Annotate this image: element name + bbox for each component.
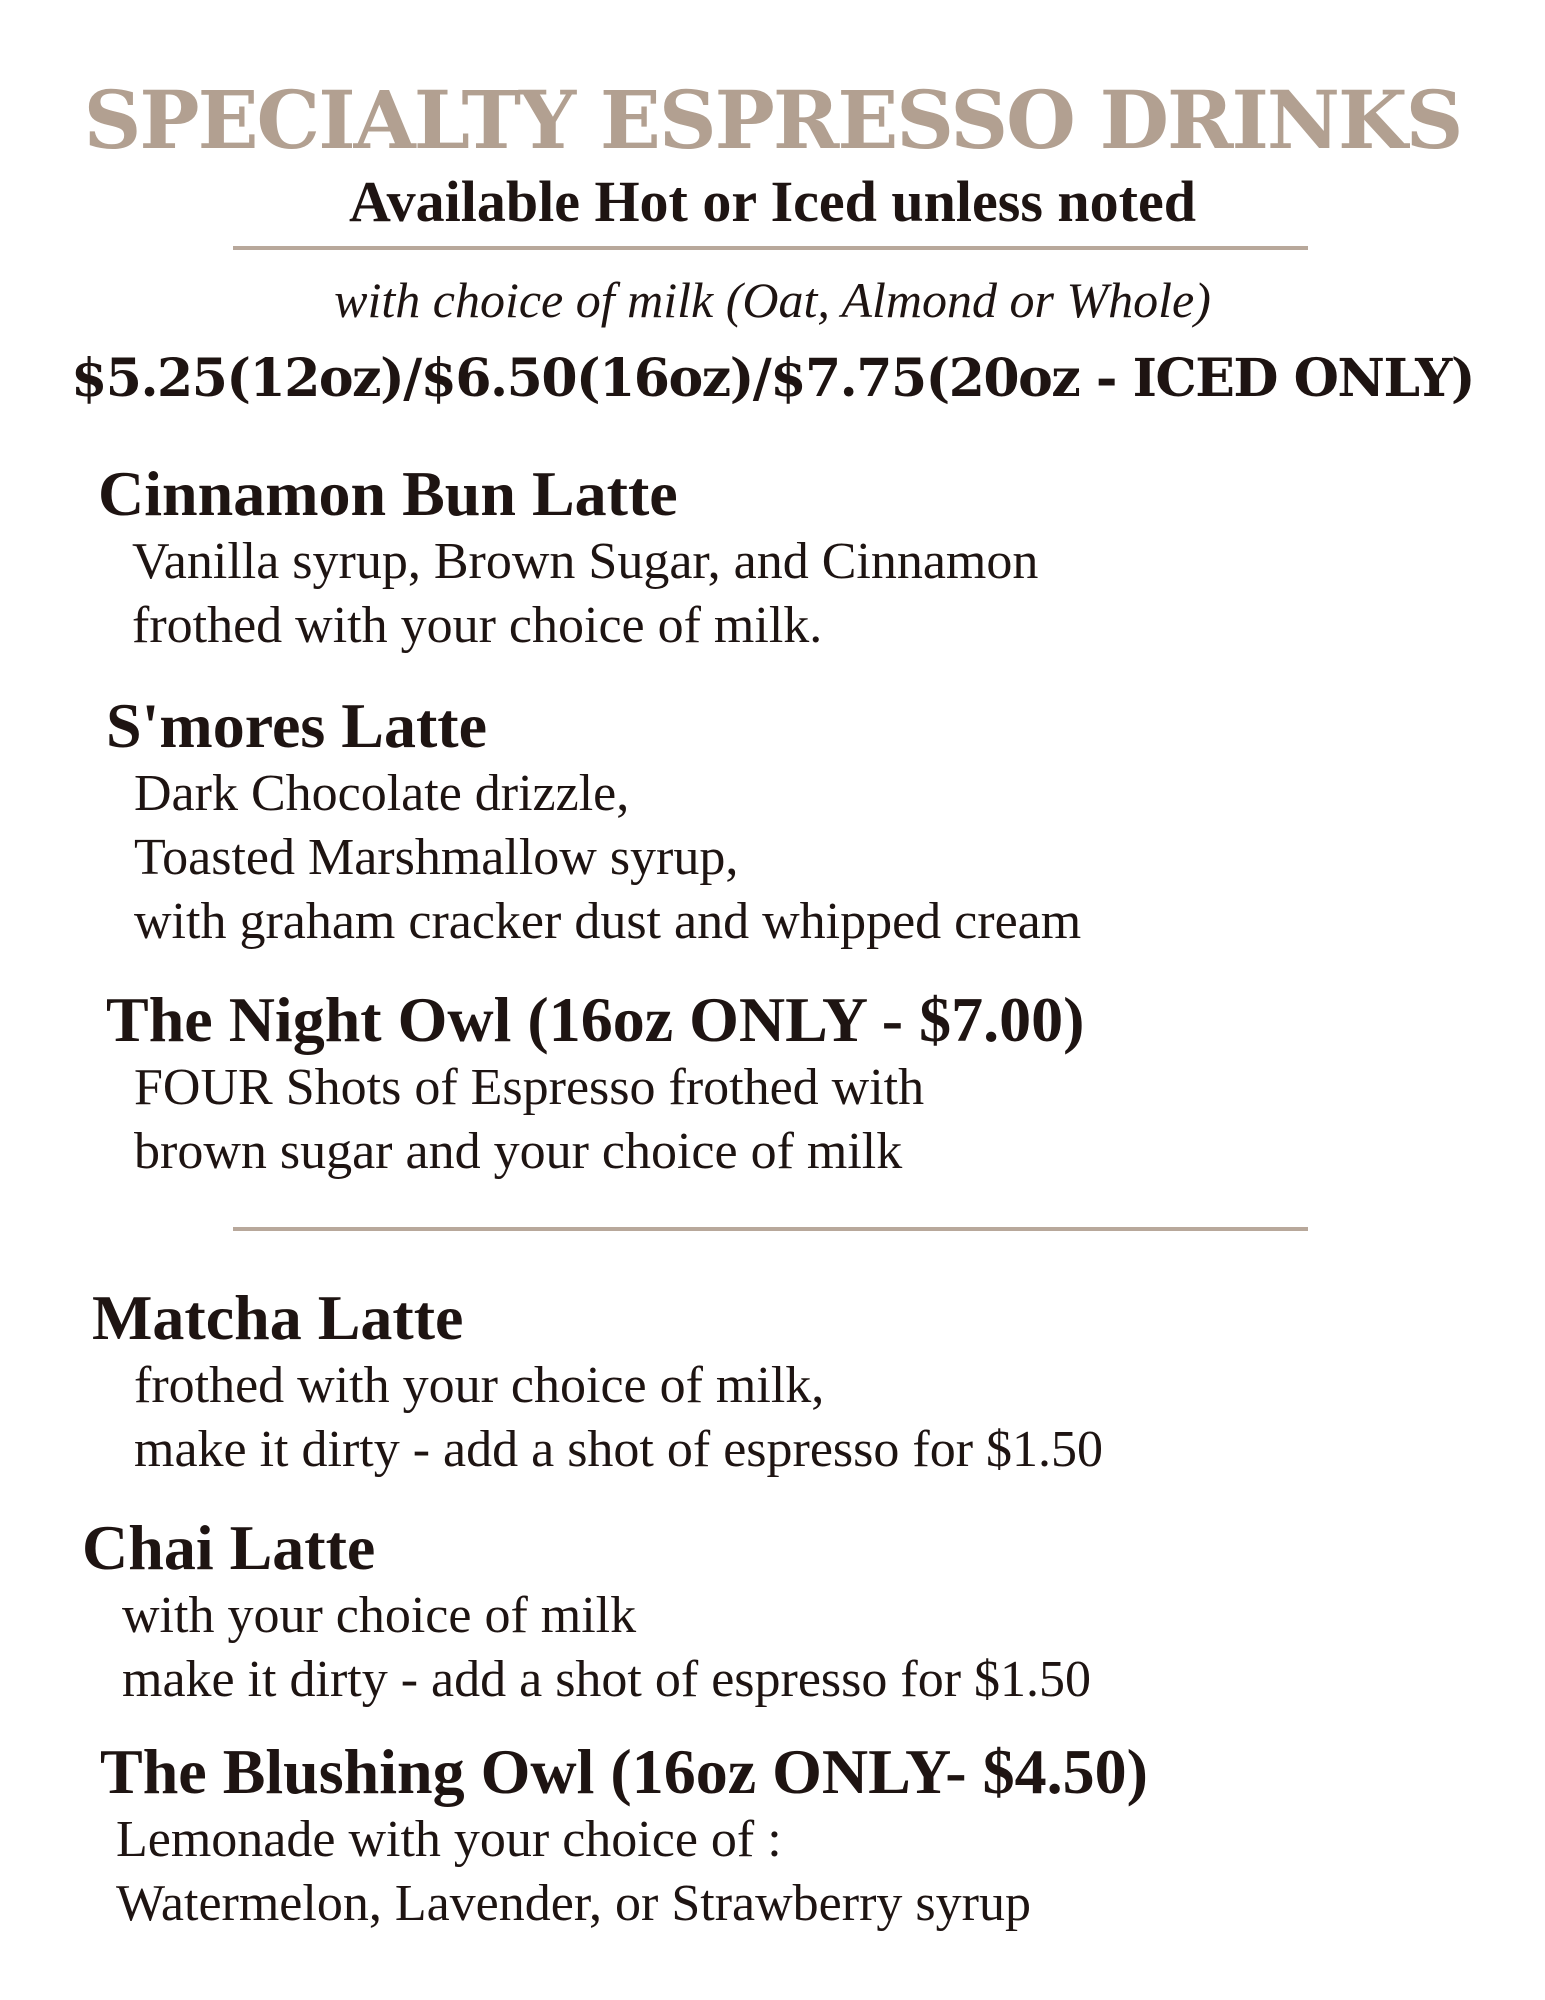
menu-subtitle: Available Hot or Iced unless noted (349, 169, 1196, 234)
description-line: Vanilla syrup, Brown Sugar, and Cinnamon (132, 533, 1039, 590)
menu-item-cinnamon-bun-latte (98, 458, 1038, 658)
menu-item-the-blushing-owl (100, 1736, 1148, 1936)
item-description (134, 1056, 1084, 1184)
description-line: Watermelon, Lavender, or Strawberry syrup (116, 1875, 1031, 1932)
description-line: Toasted Marshmallow syrup, (134, 829, 739, 886)
description-line: with your choice of milk (122, 1587, 637, 1644)
item-name: Matcha Latte (92, 1282, 464, 1353)
description-line: frothed with your choice of milk. (132, 597, 823, 654)
milk-choice-note: with choice of milk (Oat, Almond or Whole) (334, 272, 1211, 328)
item-description (116, 1808, 1148, 1936)
divider-top (233, 246, 1308, 250)
item-name: Cinnamon Bun Latte (98, 458, 678, 529)
menu-title: SPECIALTY ESPRESSO DRINKS (83, 73, 1462, 167)
description-line: make it dirty - add a shot of espresso for $1.50 (122, 1651, 1092, 1708)
item-description (134, 1354, 1103, 1482)
description-line: FOUR Shots of Espresso frothed with (134, 1059, 925, 1116)
price-line (0, 345, 1545, 413)
item-name: The Night Owl (16oz ONLY - $7.00) (106, 984, 1085, 1055)
item-name: The Blushing Owl (16oz ONLY- $4.50) (100, 1736, 1148, 1807)
item-description (134, 762, 1081, 954)
description-line: brown sugar and your choice of milk (134, 1123, 903, 1180)
divider-middle (233, 1227, 1308, 1231)
description-line: Dark Chocolate drizzle, (134, 765, 630, 822)
menu-item-the-night-owl (106, 984, 1084, 1184)
description-line: make it dirty - add a shot of espresso for $1.50 (134, 1421, 1104, 1478)
description-line: with graham cracker dust and whipped cream (134, 893, 1082, 950)
price-text: $5.25(12oz)/$6.50(16oz)/$7.75(20oz - ICED ONLY) (71, 348, 1474, 409)
item-description (132, 530, 1038, 658)
menu-item-matcha-latte (92, 1282, 1103, 1482)
item-description (122, 1584, 1091, 1712)
description-line: Lemonade with your choice of : (116, 1811, 782, 1868)
description-line: frothed with your choice of milk, (134, 1357, 825, 1414)
menu-item-smores-latte (106, 690, 1081, 954)
item-name: S'mores Latte (106, 690, 487, 761)
menu-item-chai-latte (82, 1512, 1091, 1712)
item-name: Chai Latte (82, 1512, 376, 1583)
